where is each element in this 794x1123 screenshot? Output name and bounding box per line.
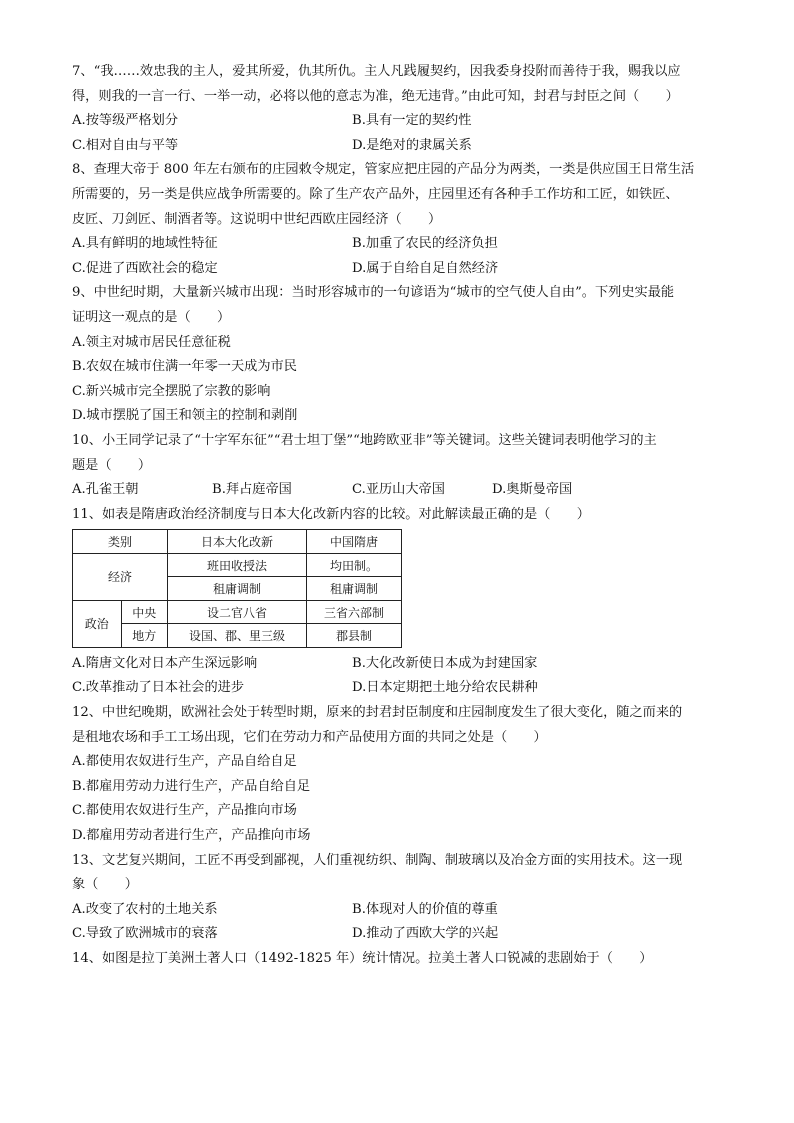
- comparison-table: [72, 529, 402, 648]
- question-stem: 证明这一观点的是（ ）: [72, 309, 231, 325]
- table-cell: 设二官八省: [168, 600, 307, 624]
- option-a: A.具有鲜明的地域性特征: [72, 236, 218, 252]
- question-14: [72, 947, 722, 972]
- option-a: A.改变了农村的土地关系: [72, 901, 218, 917]
- question-stem: 8、查理大帝于 800 年左右颁布的庄园敕令规定，管家应把庄园的产品分为两类，一类是供应国王日常生活: [72, 162, 695, 178]
- question-stem: 得，则我的一言一行、一举一动，必将以他的意志为准，绝无违背。”由此可知，封君与封臣之间（ ）: [72, 88, 679, 104]
- exam-page: [72, 60, 722, 972]
- option-a: A.都使用农奴进行生产，产品自给自足: [72, 754, 297, 770]
- question-stem: 象（ ）: [72, 877, 138, 893]
- option-b: B.具有一定的契约性: [352, 113, 472, 129]
- category-cell: 经济: [73, 553, 168, 600]
- option-d: D.是绝对的隶属关系: [352, 137, 472, 153]
- table-row: [73, 600, 402, 624]
- table-header-row: [73, 530, 402, 554]
- question-stem: 14、如图是拉丁美洲土著人口（1492-1825 年）统计情况。拉美土著人口锐减的悲剧始于（ ）: [72, 950, 653, 966]
- option-b: B.都雇用劳动力进行生产，产品自给自足: [72, 778, 311, 794]
- question-stem: 9、中世纪时期，大量新兴城市出现：当时形容城市的一句谚语为“城市的空气使人自由”。下列史实最能: [72, 285, 675, 301]
- question-stem: 12、中世纪晚期，欧洲社会处于转型时期，原来的封君封臣制度和庄园制度发生了很大变化，随之而来的: [72, 704, 683, 720]
- question-12: [72, 701, 722, 849]
- option-b: B.体现对人的价值的尊重: [352, 901, 498, 917]
- option-d: D.推动了西欧大学的兴起: [352, 926, 499, 942]
- option-d: D.城市摆脱了国王和领主的控制和剥削: [72, 408, 298, 424]
- table-cell: 班田收授法: [168, 553, 307, 577]
- option-b: B.大化改新使日本成为封建国家: [352, 655, 538, 671]
- question-stem: 11、如表是隋唐政治经济制度与日本大化改新内容的比较。对此解读最正确的是（ ）: [72, 506, 590, 522]
- question-stem: 是租地农场和手工工场出现，它们在劳动力和产品使用方面的共同之处是（ ）: [72, 729, 547, 745]
- option-c: C.导致了欧洲城市的衰落: [72, 926, 218, 942]
- option-c: C.改革推动了日本社会的进步: [72, 680, 245, 696]
- category-cell: 政治: [73, 600, 122, 647]
- table-row: [73, 624, 402, 648]
- table-header-cell: 类别: [73, 530, 168, 554]
- subcategory-cell: 地方: [121, 624, 167, 648]
- question-10: [72, 429, 722, 503]
- question-stem: 皮匠、刀剑匠、制酒者等。这说明中世纪西欧庄园经济（ ）: [72, 211, 442, 227]
- table-cell: 均田制。: [307, 553, 402, 577]
- question-stem: 题是（ ）: [72, 457, 152, 473]
- table-cell: 郡县制: [307, 624, 402, 648]
- option-b: B.加重了农民的经济负担: [352, 236, 498, 252]
- option-c: C.新兴城市完全摆脱了宗教的影响: [72, 383, 271, 399]
- option-d: D.日本定期把土地分给农民耕种: [352, 680, 538, 696]
- table-cell: 三省六部制: [307, 600, 402, 624]
- table-cell: 租庸调制: [307, 577, 402, 601]
- question-11: [72, 503, 722, 701]
- question-stem: 10、小王同学记录了“十字军东征”“君士坦丁堡”“地跨欧亚非”等关键词。这些关键词表明他学习的主: [72, 432, 657, 448]
- option-a: A.按等级严格划分: [72, 113, 179, 129]
- question-8: [72, 158, 722, 281]
- question-13: [72, 849, 722, 947]
- option-a: A.领主对城市居民任意征税: [72, 334, 231, 350]
- option-c: C.相对自由与平等: [72, 137, 179, 153]
- option-a: A.孔雀王朝: [72, 482, 139, 498]
- table-header-cell: 日本大化改新: [168, 530, 307, 554]
- table-cell: 设国、郡、里三级: [168, 624, 307, 648]
- option-b: B.农奴在城市住满一年零一天成为市民: [72, 359, 297, 375]
- option-c: C.都使用农奴进行生产，产品推向市场: [72, 803, 297, 819]
- option-d: D.属于自给自足自然经济: [352, 260, 499, 276]
- subcategory-cell: 中央: [121, 600, 167, 624]
- table-header-cell: 中国隋唐: [307, 530, 402, 554]
- option-c: C.亚历山大帝国: [352, 482, 445, 498]
- option-d: D.都雇用劳动者进行生产，产品推向市场: [72, 827, 311, 843]
- question-stem: 13、文艺复兴期间，工匠不再受到鄙视，人们重视纺织、制陶、制玻璃以及冶金方面的实用技术。这一现: [72, 852, 683, 868]
- option-b: B.拜占庭帝国: [212, 482, 292, 498]
- table-cell: 租庸调制: [168, 577, 307, 601]
- option-c: C.促进了西欧社会的稳定: [72, 260, 218, 276]
- question-stem: 所需要的，另一类是供应战争所需要的。除了生产农产品外，庄园里还有各种手工作坊和工匠，如铁匠、: [72, 186, 679, 202]
- option-a: A.隋唐文化对日本产生深远影响: [72, 655, 258, 671]
- question-7: [72, 60, 722, 158]
- question-9: [72, 281, 722, 429]
- question-stem: 7、“我……效忠我的主人，爱其所爱，仇其所仇。主人凡践履契约，因我委身投附而善待于我，赐我以应: [72, 64, 681, 79]
- option-d: D.奥斯曼帝国: [492, 482, 573, 498]
- table-row: [73, 553, 402, 577]
